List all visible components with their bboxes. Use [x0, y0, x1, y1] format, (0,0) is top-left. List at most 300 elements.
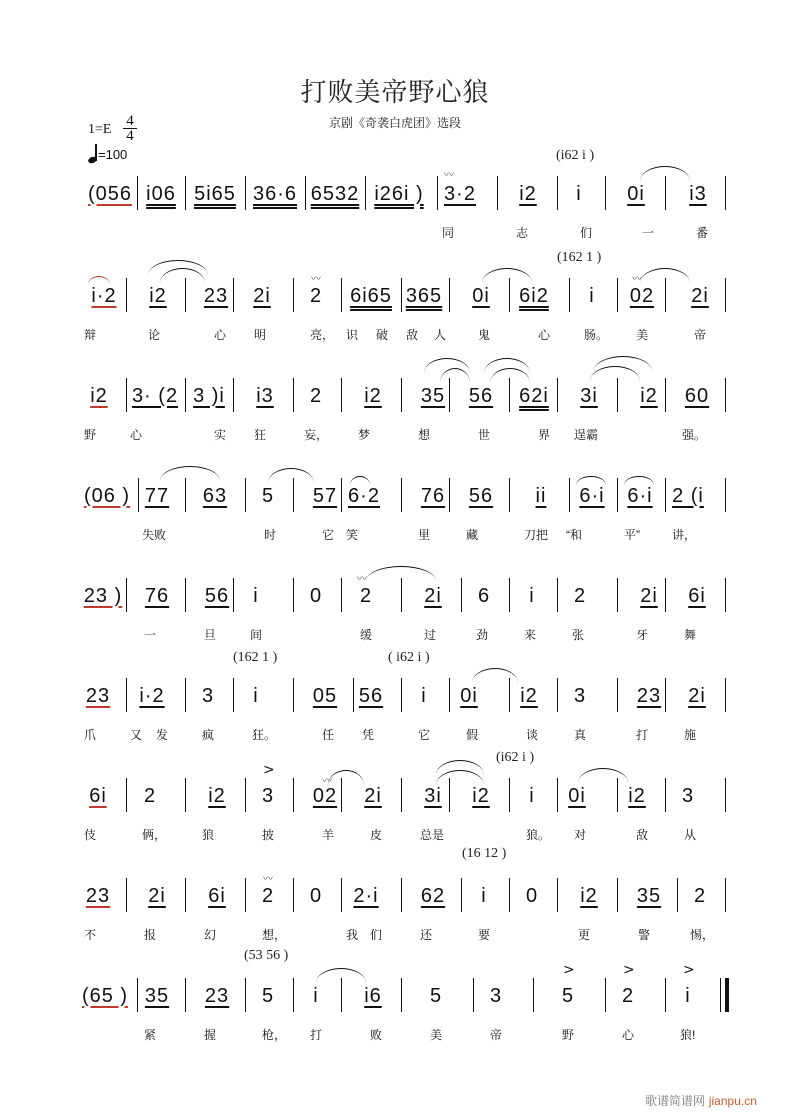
- measure: i26i ): [374, 182, 424, 205]
- lyric: 野: [562, 1028, 575, 1042]
- barline: [557, 678, 558, 712]
- measure: 60: [684, 384, 710, 407]
- time-signature-bottom: 4: [126, 128, 134, 144]
- measure: 365: [405, 284, 443, 307]
- barline: [725, 878, 726, 912]
- lyric: 藏: [466, 528, 479, 542]
- lyric: 从: [684, 828, 697, 842]
- lyric: 发: [156, 728, 169, 742]
- measure: 3· (2: [131, 384, 179, 407]
- lyric: 假: [466, 728, 479, 742]
- measure: i: [313, 984, 319, 1007]
- final-barline: [725, 978, 729, 1012]
- trill-icon: 〰: [357, 574, 365, 585]
- barline: [126, 578, 127, 612]
- measure: 23: [85, 884, 111, 907]
- barline: [126, 778, 127, 812]
- lyric: 狼。: [526, 828, 551, 842]
- measure: 2: [261, 884, 275, 907]
- lyric: 心: [130, 428, 143, 442]
- barline: [185, 478, 186, 512]
- lyric: 羊: [322, 828, 335, 842]
- barline: [449, 378, 450, 412]
- barline: [533, 978, 534, 1012]
- measure: i: [576, 182, 582, 205]
- lyric: 过: [424, 628, 437, 642]
- measure: 2i: [691, 284, 709, 307]
- lyric: 来: [524, 628, 537, 642]
- barline: [665, 578, 666, 612]
- time-signature-top: 4: [126, 113, 134, 129]
- lyric: 敌: [406, 328, 419, 342]
- lyric: 打: [310, 1028, 323, 1042]
- barline: [725, 678, 726, 712]
- measure: i2: [580, 884, 598, 907]
- measure: i2: [628, 784, 646, 807]
- barline: [449, 678, 450, 712]
- lyric: 同: [442, 226, 455, 240]
- barline: [617, 278, 618, 312]
- measure: 3: [261, 784, 275, 807]
- lyric: “和: [566, 528, 582, 542]
- measure: 2: [143, 784, 157, 807]
- barline: [293, 678, 294, 712]
- measure: 0i: [568, 784, 586, 807]
- lyric: 败: [370, 1028, 383, 1042]
- lyric: 狼!: [680, 1028, 696, 1042]
- measure: i·2: [91, 284, 117, 307]
- barline: [557, 878, 558, 912]
- measure: 76: [144, 584, 170, 607]
- barline: [509, 578, 510, 612]
- measure: 35: [420, 384, 446, 407]
- barline: [725, 578, 726, 612]
- barline: [605, 176, 606, 210]
- lyric: 心: [622, 1028, 635, 1042]
- measure: i2: [519, 182, 537, 205]
- measure: i2: [149, 284, 167, 307]
- key-signature: 1=E: [88, 122, 112, 137]
- barline: [293, 278, 294, 312]
- measure: 5i65: [194, 182, 236, 205]
- lyric: 失败: [142, 528, 167, 542]
- measure: 0: [309, 584, 323, 607]
- lyric: 笑: [346, 528, 359, 542]
- lyric: 缓: [360, 628, 373, 642]
- measure: 6·2: [348, 484, 380, 507]
- barline: [473, 978, 474, 1012]
- lyric: 打: [636, 728, 649, 742]
- measure: 6i: [89, 784, 107, 807]
- lyric: 幻: [204, 928, 217, 942]
- measure: i: [529, 584, 535, 607]
- lyric: 狼: [202, 828, 215, 842]
- barline: [126, 878, 127, 912]
- measure: (06 ): [83, 484, 131, 507]
- lyric: 不: [84, 928, 97, 942]
- barline: [569, 278, 570, 312]
- measure: i: [421, 684, 427, 707]
- barline: [401, 978, 402, 1012]
- lyric: 狂。: [252, 728, 277, 742]
- lyric: 凭: [362, 728, 375, 742]
- lyric: 任: [322, 728, 335, 742]
- barline: [365, 176, 366, 210]
- measure: 05: [312, 684, 338, 707]
- barline: [449, 778, 450, 812]
- barline: [569, 478, 570, 512]
- measure: 6i2: [519, 284, 549, 307]
- measure: 5: [261, 484, 275, 507]
- barline: [185, 878, 186, 912]
- barline: [353, 678, 354, 712]
- lyric: 明: [254, 328, 267, 342]
- barline: [341, 978, 342, 1012]
- measure: 2: [309, 384, 323, 407]
- barline: [509, 778, 510, 812]
- lyric: 敌: [636, 828, 649, 842]
- measure: 2i: [688, 684, 706, 707]
- barline: [401, 778, 402, 812]
- measure: i2: [520, 684, 538, 707]
- barline: [341, 478, 342, 512]
- lyric: 美: [430, 1028, 443, 1042]
- measure: i06: [146, 182, 176, 205]
- lyric: 枪，: [262, 1028, 287, 1042]
- measure: 6i: [688, 584, 706, 607]
- lyric: 真: [574, 728, 587, 742]
- measure: 0: [525, 884, 539, 907]
- barline: [497, 176, 498, 210]
- barline: [245, 878, 246, 912]
- measure: 62: [420, 884, 446, 907]
- measure: 02: [629, 284, 655, 307]
- lyric: 舞: [684, 628, 697, 642]
- barline: [449, 478, 450, 512]
- barline: [137, 978, 138, 1012]
- barline: [665, 678, 666, 712]
- accent-mark-icon: >: [263, 762, 275, 778]
- barline: [401, 378, 402, 412]
- measure: 2: [621, 984, 635, 1007]
- lyric: 爪: [84, 728, 97, 742]
- measure: 5: [261, 984, 275, 1007]
- barline: [138, 478, 139, 512]
- measure: i: [253, 684, 259, 707]
- measure: i: [529, 784, 535, 807]
- barline: [725, 278, 726, 312]
- measure: 3·2: [444, 182, 476, 205]
- lyric: 它: [322, 528, 335, 542]
- barline: [617, 878, 618, 912]
- measure: 3: [681, 784, 695, 807]
- measure: 77: [144, 484, 170, 507]
- barline: [305, 176, 306, 210]
- measure: 56: [358, 684, 384, 707]
- barline: [126, 278, 127, 312]
- measure: 6: [477, 584, 491, 607]
- accent-mark-icon: >: [563, 962, 575, 978]
- measure: 2i: [253, 284, 271, 307]
- barline: [341, 778, 342, 812]
- measure: i: [589, 284, 595, 307]
- barline: [245, 978, 246, 1012]
- watermark-site: jianpu.cn: [708, 1094, 757, 1108]
- measure: i2: [364, 384, 382, 407]
- barline: [185, 176, 186, 210]
- measure: 5: [561, 984, 575, 1007]
- measure: 0i: [460, 684, 478, 707]
- ornament-note: (16 12 ): [462, 846, 507, 861]
- measure: 2i: [148, 884, 166, 907]
- lyric: 狂: [254, 428, 267, 442]
- accent-mark-icon: >: [683, 962, 695, 978]
- measure: 6·i: [579, 484, 605, 507]
- lyric: 妄，: [304, 428, 329, 442]
- barline: [617, 378, 618, 412]
- lyric: 牙: [636, 628, 649, 642]
- lyric: 心: [538, 328, 551, 342]
- trill-icon: 〰: [311, 274, 319, 285]
- measure: 3: [573, 684, 587, 707]
- barline: [293, 378, 294, 412]
- lyric: 一: [642, 226, 655, 240]
- ornament-note: (i62 i ): [556, 148, 595, 163]
- measure: 2i: [640, 584, 658, 607]
- measure: 2i: [364, 784, 382, 807]
- barline: [341, 378, 342, 412]
- lyric: 破: [376, 328, 389, 342]
- barline: [341, 878, 342, 912]
- lyric: 梦: [358, 428, 371, 442]
- watermark: [645, 1092, 757, 1109]
- lyric: 旦: [204, 628, 217, 642]
- lyric: 还: [420, 928, 433, 942]
- lyric: 人: [434, 328, 447, 342]
- lyric: 野: [84, 428, 97, 442]
- barline: [665, 176, 666, 210]
- lyric: 实: [214, 428, 227, 442]
- trill-icon: 〰: [444, 170, 452, 181]
- measure: i3: [689, 182, 707, 205]
- lyric: 时: [264, 528, 277, 542]
- barline: [605, 978, 606, 1012]
- quarter-note-icon: [88, 144, 98, 164]
- barline: [401, 678, 402, 712]
- measure: 63: [202, 484, 228, 507]
- barline: [665, 378, 666, 412]
- lyric: 握: [204, 1028, 217, 1042]
- lyric: 帝: [694, 328, 707, 342]
- lyric: 披: [262, 828, 275, 842]
- measure: i3: [256, 384, 274, 407]
- barline: [509, 878, 510, 912]
- lyric: 要: [478, 928, 491, 942]
- barline: [677, 878, 678, 912]
- barline: [185, 678, 186, 712]
- song-title: 打败美帝野心狼: [300, 78, 490, 108]
- measure: 6i65: [350, 284, 392, 307]
- lyric: 警: [638, 928, 651, 942]
- barline: [725, 778, 726, 812]
- measure: i2: [90, 384, 108, 407]
- measure: (65 ): [81, 984, 129, 1007]
- barline: [233, 278, 234, 312]
- lyric: 们: [580, 226, 593, 240]
- barline: [557, 578, 558, 612]
- barline: [401, 278, 402, 312]
- measure: i·2: [139, 684, 165, 707]
- lyric: 想: [418, 428, 431, 442]
- measure: i6: [364, 984, 382, 1007]
- measure: 2: [693, 884, 707, 907]
- measure: 35: [144, 984, 170, 1007]
- accent-mark-icon: >: [623, 962, 635, 978]
- measure: 76: [420, 484, 446, 507]
- lyric: 帝: [490, 1028, 503, 1042]
- barline: [126, 378, 127, 412]
- measure: 0i: [627, 182, 645, 205]
- barline: [617, 478, 618, 512]
- lyric: 美: [636, 328, 649, 342]
- measure: i2: [640, 384, 658, 407]
- lyric: 界: [538, 428, 551, 442]
- watermark-text: 歌谱简谱网: [645, 1094, 706, 1108]
- lyric: 一: [144, 628, 157, 642]
- barline: [293, 478, 294, 512]
- lyric: 疯: [202, 728, 215, 742]
- barline: [725, 478, 726, 512]
- barline: [461, 878, 462, 912]
- measure: (056: [87, 182, 133, 205]
- barline: [293, 978, 294, 1012]
- barline: [233, 678, 234, 712]
- barline: [725, 176, 726, 210]
- lyric: 它: [418, 728, 431, 742]
- lyric: 间: [250, 628, 263, 642]
- lyric: 更: [578, 928, 591, 942]
- lyric: 亮，: [310, 328, 335, 342]
- ornament-note: (162 1 ): [557, 250, 602, 265]
- measure: 62i: [519, 384, 549, 407]
- measure: 23: [636, 684, 662, 707]
- ornament-note: (162 1 ): [233, 650, 278, 665]
- measure: 0: [309, 884, 323, 907]
- barline: [341, 578, 342, 612]
- lyric: 劲: [476, 628, 489, 642]
- measure: i: [685, 984, 691, 1007]
- barline: [293, 878, 294, 912]
- barline: [185, 278, 186, 312]
- barline: [509, 478, 510, 512]
- barline: [557, 778, 558, 812]
- measure: 2 (i: [672, 484, 704, 507]
- measure: 36·6: [252, 182, 298, 205]
- measure: 2·i: [353, 884, 379, 907]
- measure: 23 ): [83, 584, 123, 607]
- lyric: 俩，: [142, 828, 167, 842]
- measure: i2: [208, 784, 226, 807]
- barline: [665, 478, 666, 512]
- lyric: 心: [214, 328, 227, 342]
- trill-icon: 〰: [263, 874, 271, 885]
- barline: [245, 778, 246, 812]
- barline: [665, 278, 666, 312]
- measure: ii: [535, 484, 547, 507]
- barline: [245, 478, 246, 512]
- barline: [509, 378, 510, 412]
- barline: [401, 878, 402, 912]
- measure: i: [481, 884, 487, 907]
- barline: [557, 378, 558, 412]
- lyric: 又: [130, 728, 143, 742]
- barline: [401, 478, 402, 512]
- lyric: 刀把: [524, 528, 549, 542]
- lyric: 皮: [370, 828, 383, 842]
- lyric: 肠。: [584, 328, 609, 342]
- barline: [185, 378, 186, 412]
- barline: [233, 378, 234, 412]
- barline: [665, 978, 666, 1012]
- measure: 35: [636, 884, 662, 907]
- barline: [725, 378, 726, 412]
- barline: [126, 678, 127, 712]
- ornament-note: ( i62 i ): [388, 650, 430, 665]
- measure: 02: [312, 784, 338, 807]
- barline: [293, 578, 294, 612]
- lyric: 辩: [84, 328, 97, 342]
- song-subtitle: 京剧《奇袭白虎团》选段: [328, 116, 461, 130]
- measure: i2: [472, 784, 490, 807]
- lyric: 论: [148, 328, 161, 342]
- lyric: 施: [684, 728, 697, 742]
- measure: 0i: [472, 284, 490, 307]
- lyric: 报: [144, 928, 157, 942]
- lyric: 们: [370, 928, 383, 942]
- ornament-note: (i62 i ): [496, 750, 535, 765]
- lyric: 紧: [144, 1028, 157, 1042]
- lyric: 伎: [84, 828, 97, 842]
- barline: [401, 578, 402, 612]
- measure: 3: [489, 984, 503, 1007]
- time-signature: [122, 114, 138, 143]
- barline: [293, 778, 294, 812]
- barline: [185, 778, 186, 812]
- trill-icon: 〰: [632, 274, 640, 285]
- measure: 3i: [580, 384, 598, 407]
- measure: 23: [85, 684, 111, 707]
- measure: 5: [429, 984, 443, 1007]
- lyric: 平”: [624, 528, 640, 542]
- lyric: 张: [572, 628, 585, 642]
- barline: [449, 278, 450, 312]
- measure: 2: [359, 584, 373, 607]
- barline: [233, 578, 234, 612]
- lyric: 志: [516, 226, 529, 240]
- measure: 6532: [310, 182, 360, 205]
- barline: [437, 176, 438, 210]
- barline: [617, 778, 618, 812]
- lyric: 我: [346, 928, 359, 942]
- tempo-marking: =100: [88, 144, 127, 164]
- lyric: 鬼: [478, 328, 491, 342]
- barline: [665, 778, 666, 812]
- lyric: 识: [346, 328, 359, 342]
- lyric: 讲，: [672, 528, 697, 542]
- trill-icon: 〰: [322, 776, 330, 787]
- measure: 6i: [208, 884, 226, 907]
- lyric: 强。: [682, 428, 707, 442]
